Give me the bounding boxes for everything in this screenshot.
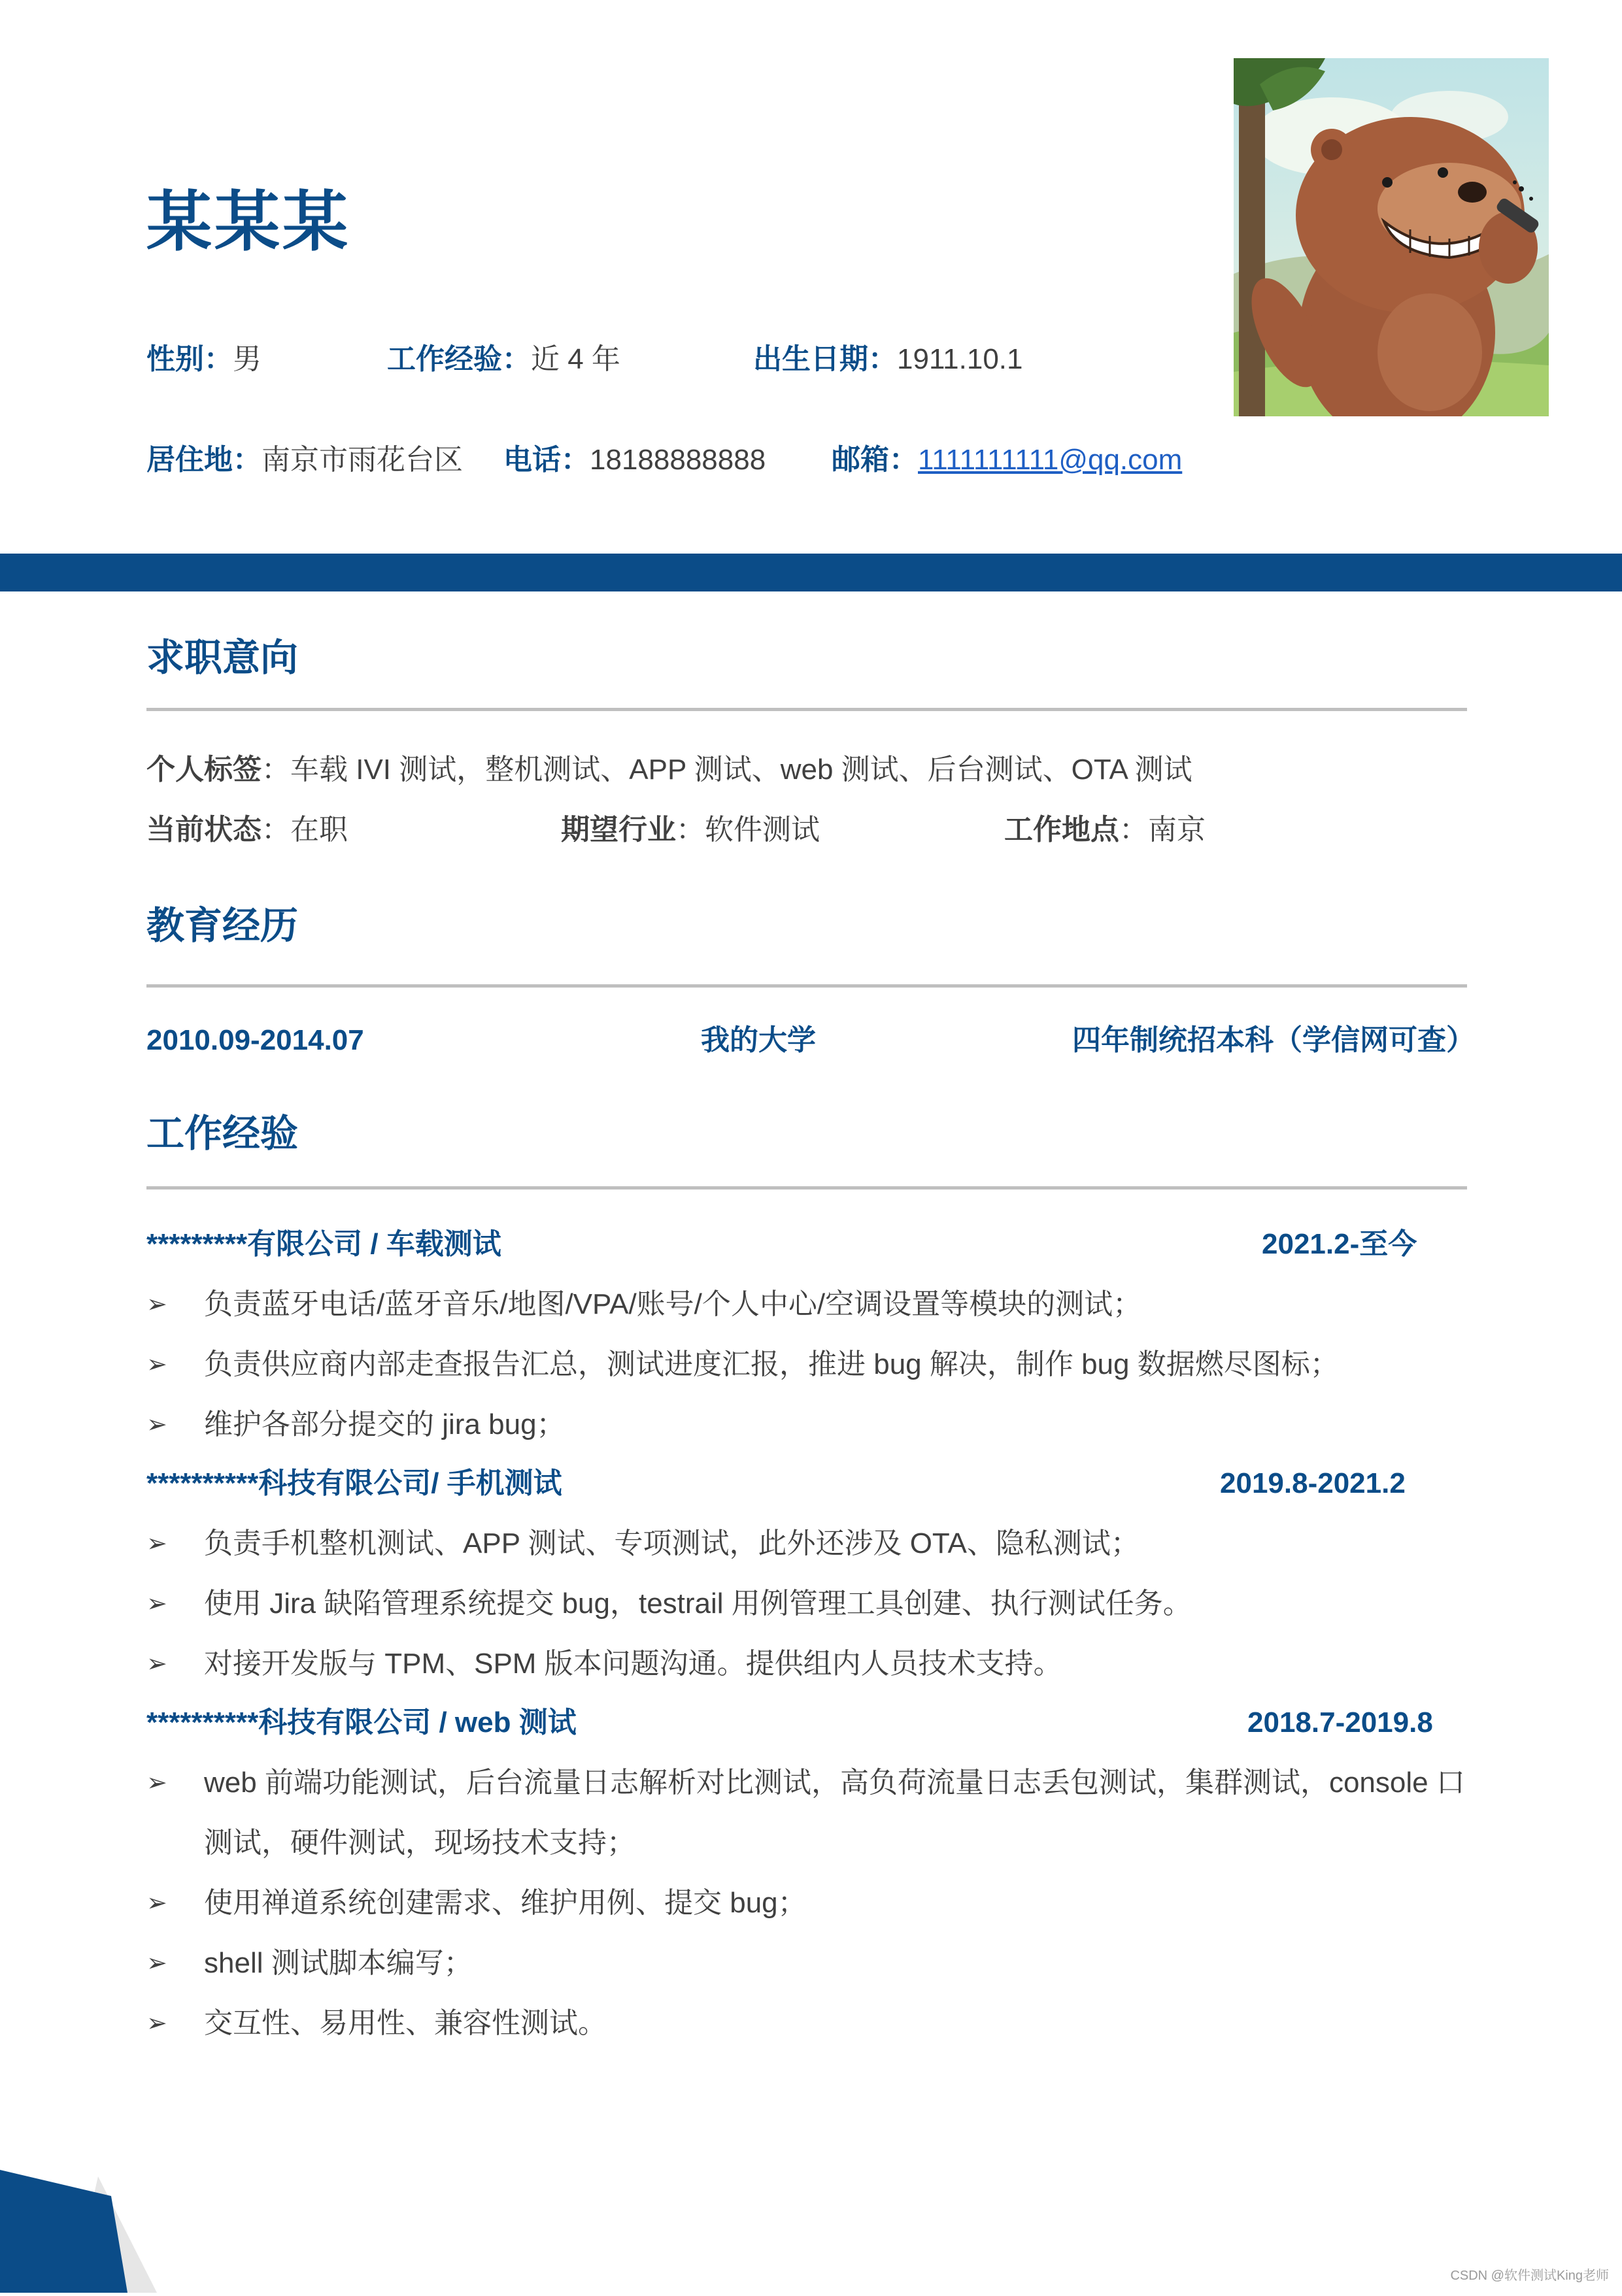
job-company: **********科技有限公司 / web 测试 — [146, 1706, 577, 1739]
bullet-arrow-icon: ➢ — [146, 1650, 167, 1678]
corner-decoration — [0, 2131, 170, 2293]
list-item: ➢ 负责手机整机测试、APP 测试、专项测试，此外还涉及 OTA、隐私测试； — [146, 1514, 1480, 1574]
experience-field: 工作经验：近 4 年 — [387, 343, 620, 375]
residence-label: 居住地 — [146, 444, 233, 476]
phone-field: 电话：18188888888 — [503, 444, 766, 476]
section-title-work: 工作经验 — [146, 1112, 299, 1155]
candidate-name: 某某某 — [146, 186, 350, 259]
industry-label: 期望行业 — [561, 814, 676, 846]
job-company: *********有限公司 / 车载测试 — [146, 1228, 501, 1260]
bullet-arrow-icon: ➢ — [146, 1889, 167, 1917]
bullet-arrow-icon: ➢ — [146, 1590, 167, 1618]
bullet-arrow-icon: ➢ — [146, 1950, 167, 1977]
phone-value: 18188888888 — [590, 444, 766, 476]
education-period: 2010.09-2014.07 — [146, 1024, 364, 1056]
profile-photo — [1234, 58, 1549, 416]
list-item: ➢ 使用禅道系统创建需求、维护用例、提交 bug； — [146, 1873, 1480, 1933]
phone-label: 电话 — [503, 444, 561, 476]
list-item: ➢ 负责供应商内部走查报告汇总，测试进度汇报，推进 bug 解决，制作 bug 数据燃尽图标； — [146, 1335, 1480, 1395]
education-school: 我的大学 — [701, 1024, 816, 1056]
birth-value: 1911.10.1 — [897, 343, 1023, 375]
location-value: 南京 — [1148, 814, 1206, 846]
bullet-arrow-icon: ➢ — [146, 1530, 167, 1557]
list-item: ➢ 对接开发版与 TPM、SPM 版本问题沟通。提供组内人员技术支持。 — [146, 1634, 1480, 1694]
list-item: ➢ 负责蓝牙电话/蓝牙音乐/地图/VPA/账号/个人中心/空调设置等模块的测试； — [146, 1274, 1480, 1335]
industry-value: 软件测试 — [705, 814, 820, 846]
experience-label: 工作经验 — [387, 343, 502, 375]
section-rule — [146, 708, 1467, 711]
email-field: 邮箱：1111111111@qq.com — [832, 444, 1183, 476]
section-title-education: 教育经历 — [146, 905, 299, 947]
section-title-job-intent: 求职意向 — [146, 637, 299, 679]
status-value: 在职 — [290, 814, 348, 846]
gender-value: 男 — [233, 343, 262, 375]
job-period: 2018.7-2019.8 — [1247, 1706, 1433, 1739]
gender-label: 性别 — [146, 343, 204, 375]
job-company: **********科技有限公司/ 手机测试 — [146, 1467, 562, 1499]
education-degree: 四年制统招本科（学信网可查） — [1072, 1024, 1475, 1056]
status-field: 当前状态：在职 — [146, 814, 348, 846]
email-label: 邮箱 — [832, 444, 889, 476]
birth-label: 出生日期 — [753, 343, 868, 375]
bullet-arrow-icon: ➢ — [146, 1351, 167, 1378]
location-field: 工作地点：南京 — [1004, 814, 1206, 846]
list-item: ➢ 交互性、易用性、兼容性测试。 — [146, 1993, 1480, 2054]
location-label: 工作地点 — [1004, 814, 1119, 846]
tags-label: 个人标签 — [146, 754, 262, 786]
list-item: ➢ shell 测试脚本编写； — [146, 1933, 1480, 1993]
experience-value: 近 4 年 — [531, 343, 620, 375]
job-period: 2019.8-2021.2 — [1220, 1467, 1406, 1499]
corner-shape-icon — [0, 2131, 170, 2293]
list-item: ➢ 使用 Jira 缺陷管理系统提交 bug，testrail 用例管理工具创建、执行测试任务。 — [146, 1574, 1480, 1634]
bear-avatar-icon — [1234, 58, 1549, 416]
bullet-arrow-icon: ➢ — [146, 1291, 167, 1318]
residence-field: 居住地：南京市雨花台区 — [146, 444, 463, 476]
tags-line: 个人标签：车载 IVI 测试，整机测试、APP 测试、web 测试、后台测试、OTA 测试 — [146, 754, 1192, 786]
birth-field: 出生日期：1911.10.1 — [753, 343, 1023, 375]
list-item: ➢ 维护各部分提交的 jira bug； — [146, 1395, 1480, 1455]
residence-value: 南京市雨花台区 — [262, 444, 463, 476]
bullet-arrow-icon: ➢ — [146, 2010, 167, 2037]
section-rule — [146, 1186, 1467, 1190]
email-link[interactable]: 1111111111@qq.com — [918, 444, 1183, 476]
list-item: ➢ web 前端功能测试，后台流量日志解析对比测试，高负荷流量日志丢包测试，集群测试，console 口测试，硬件测试，现场技术支持； — [146, 1753, 1480, 1873]
industry-field: 期望行业：软件测试 — [561, 814, 820, 846]
job-period: 2021.2-至今 — [1262, 1228, 1417, 1260]
section-rule — [146, 984, 1467, 988]
header-divider-bar — [0, 554, 1622, 591]
bullet-arrow-icon: ➢ — [146, 1769, 167, 1797]
gender-field: 性别：男 — [146, 343, 262, 375]
status-label: 当前状态 — [146, 814, 262, 846]
watermark: CSDN @软件测试King老师 — [1450, 2269, 1609, 2283]
bullet-arrow-icon: ➢ — [146, 1411, 167, 1439]
tags-value: 车载 IVI 测试，整机测试、APP 测试、web 测试、后台测试、OTA 测试 — [290, 754, 1192, 786]
